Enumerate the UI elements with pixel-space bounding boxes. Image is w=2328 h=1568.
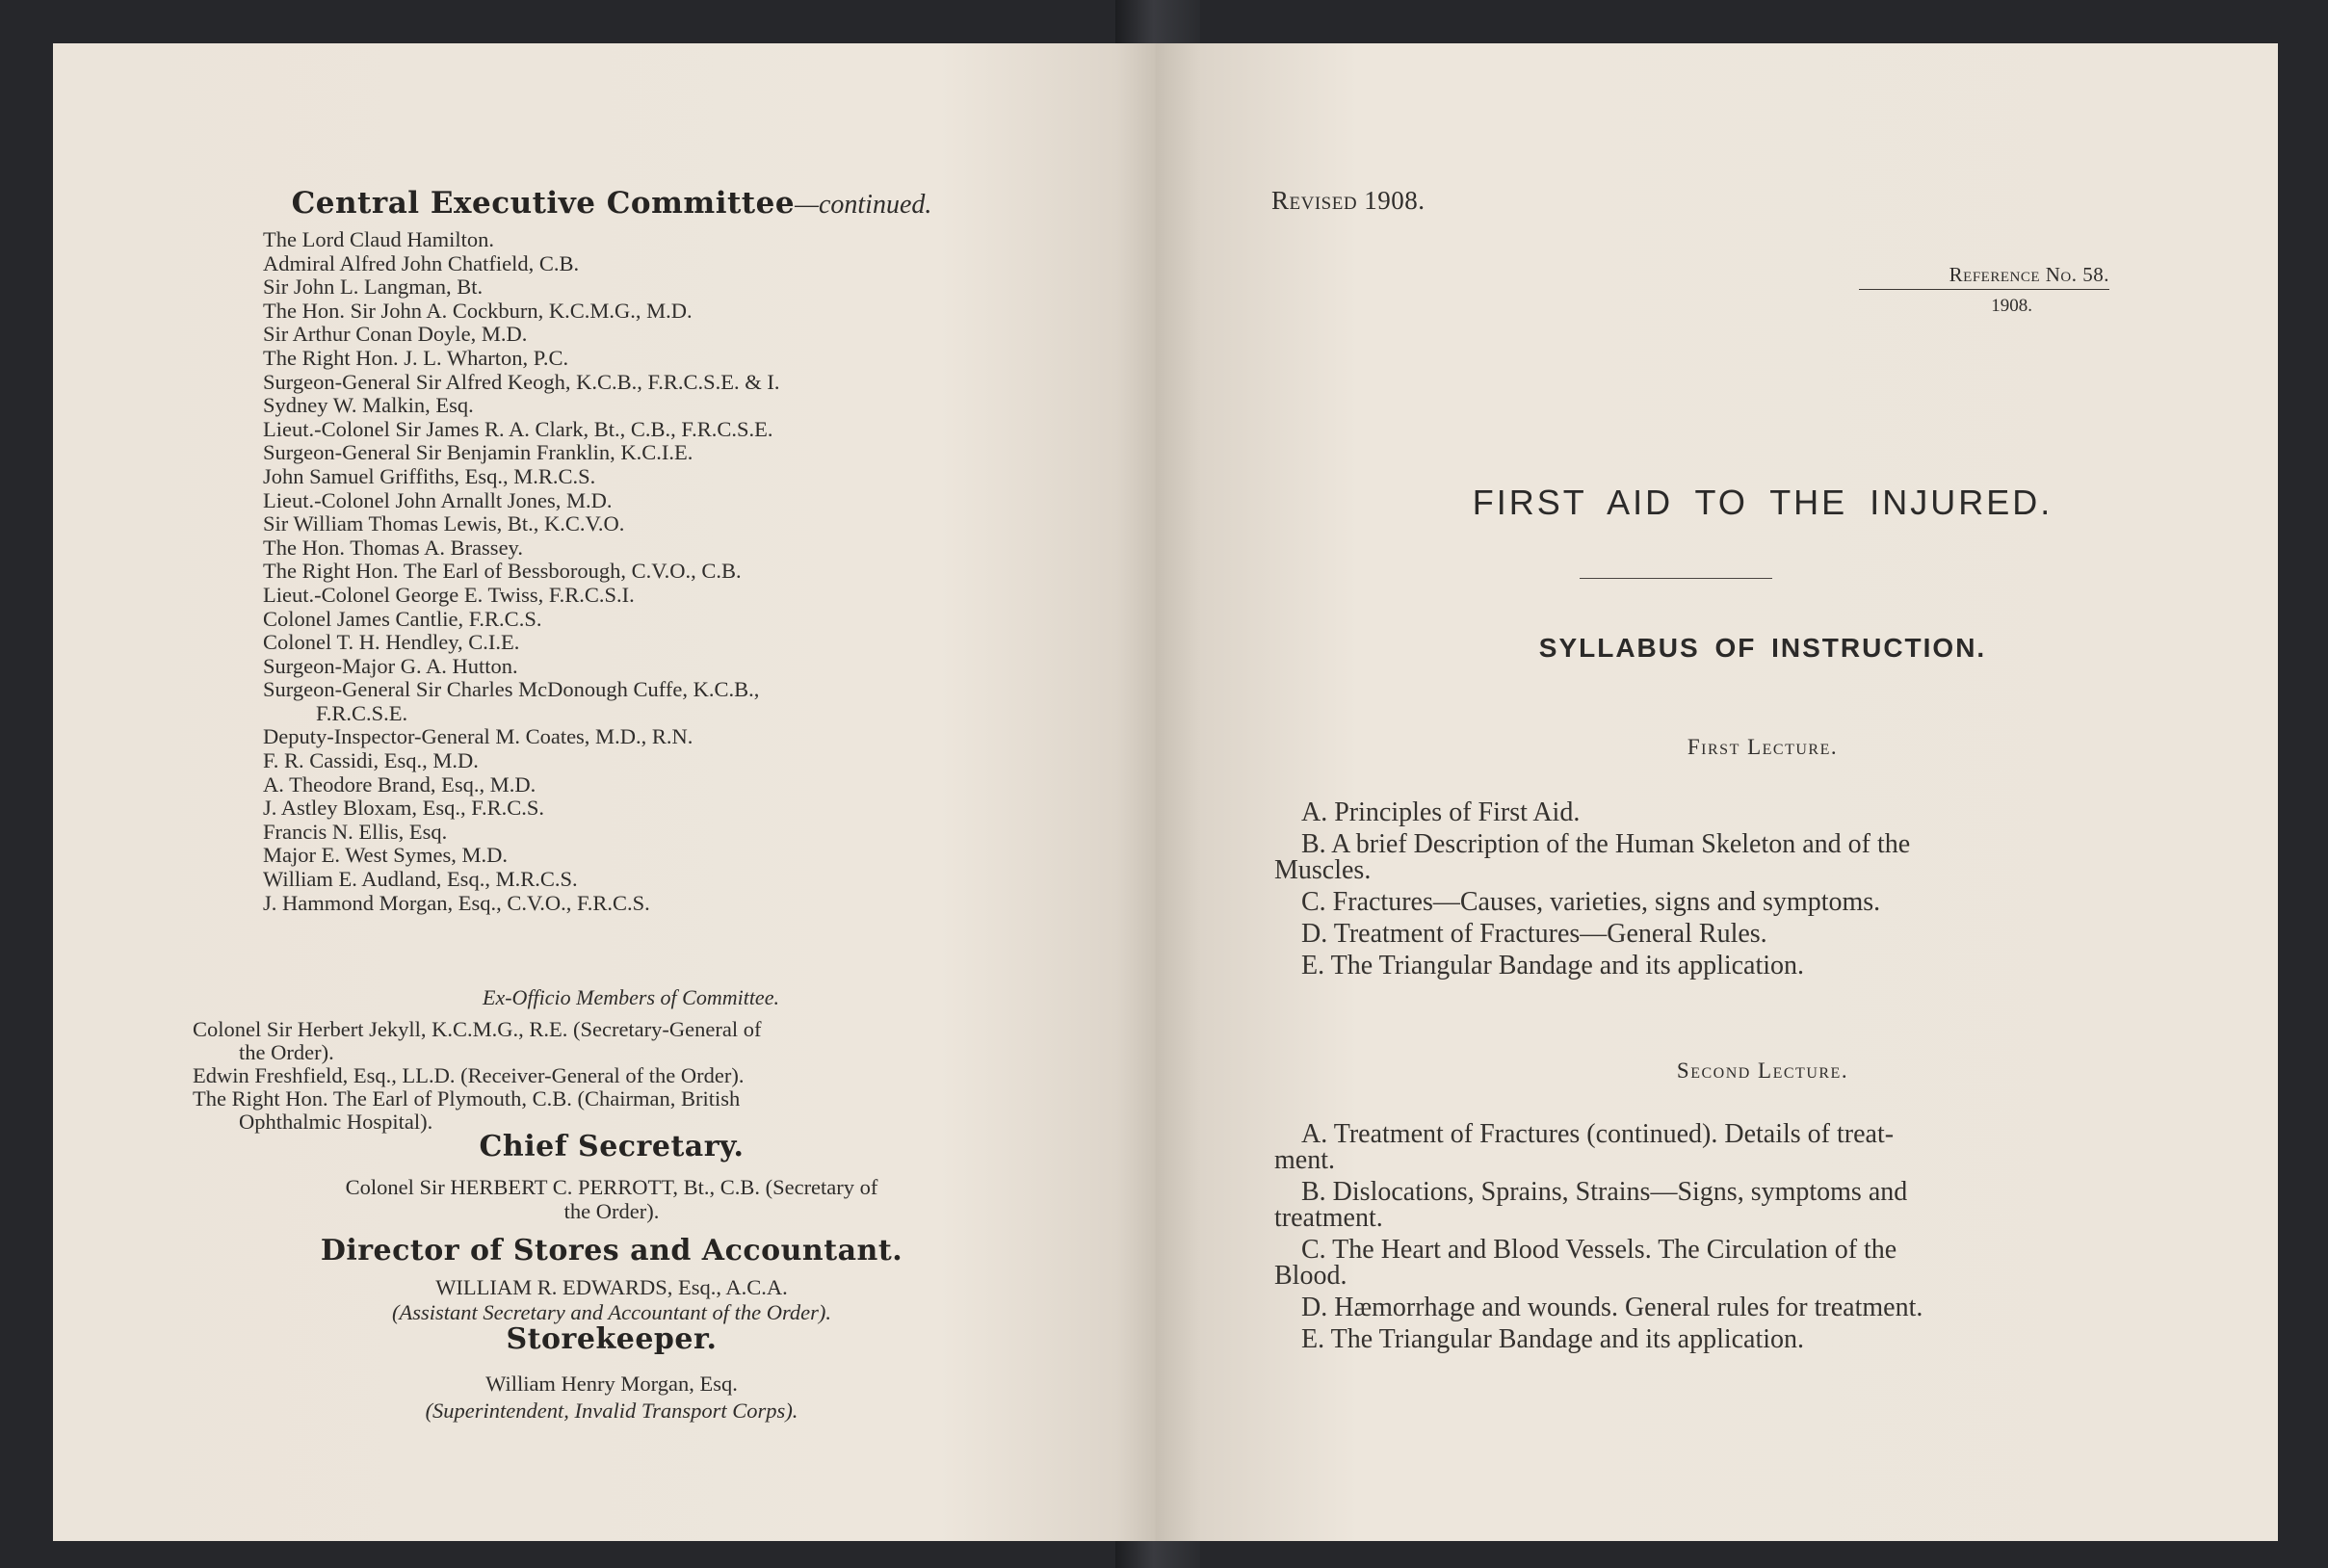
list-item: Deputy-Inspector-General M. Coates, M.D., R.N. <box>263 724 693 749</box>
list-item: Surgeon-General Sir Benjamin Franklin, K.C.I.E. <box>263 440 693 465</box>
list-item: Sydney W. Malkin, Esq. <box>263 393 474 418</box>
list-item: A. Treatment of Fractures (continued). Details of treat- <box>1301 1119 1895 1149</box>
list-item: J. Hammond Morgan, Esq., C.V.O., F.R.C.S. <box>263 890 650 915</box>
list-item: The Right Hon. J. L. Wharton, P.C. <box>263 345 569 370</box>
director-name: WILLIAM R. EDWARDS, Esq., A.C.A. <box>435 1275 788 1299</box>
storekeeper-name: William Henry Morgan, Esq. <box>485 1372 738 1396</box>
list-item-line: The Right Hon. The Earl of Plymouth, C.B. (Chairman, British <box>193 1086 741 1111</box>
list-item: Lieut.-Colonel George E. Twiss, F.R.C.S.I. <box>263 582 635 607</box>
second-lecture-heading: Second Lecture. <box>1676 1058 1849 1083</box>
committee-heading-title: Central Executive Committee <box>291 186 796 221</box>
list-item: The Lord Claud Hamilton. <box>263 227 494 251</box>
list-item: The Right Hon. The Earl of Bessborough, C.V.O., C.B. <box>263 559 742 584</box>
list-item: Colonel James Cantlie, F.R.C.S. <box>263 606 542 631</box>
list-item: F. R. Cassidi, Esq., M.D. <box>263 748 479 773</box>
list-item: Lieut.-Colonel John Arnallt Jones, M.D. <box>263 487 613 512</box>
list-item-continuation: Muscles. <box>1274 855 1372 885</box>
list-item: C. The Heart and Blood Vessels. The Circulation of the <box>1301 1235 1897 1265</box>
divider <box>1580 578 1772 579</box>
committee-heading <box>217 186 1007 221</box>
list-item: Sir William Thomas Lewis, Bt., K.C.V.O. <box>263 511 625 536</box>
committee-heading-suffix: —continued. <box>795 190 932 220</box>
list-item: A. Principles of First Aid. <box>1301 797 1581 827</box>
storekeeper-heading: Storekeeper. <box>506 1322 718 1356</box>
right-page <box>1156 43 2278 1541</box>
list-item: Lieut.-Colonel Sir James R. A. Clark, Bt., C.B., F.R.C.S.E. <box>263 416 773 441</box>
list-item: J. Astley Bloxam, Esq., F.R.C.S. <box>263 796 544 821</box>
list-item: Francis N. Ellis, Esq. <box>263 819 448 844</box>
director-role: (Assistant Secretary and Accountant of the Order). <box>392 1300 831 1324</box>
reference-number: Reference No. 58. <box>1859 263 2109 290</box>
list-item-line: Colonel Sir Herbert Jekyll, K.C.M.G., R.E. (Secretary-General of <box>193 1017 762 1041</box>
director-heading: Director of Stores and Accountant. <box>320 1234 903 1267</box>
first-lecture-list <box>1274 797 2160 981</box>
storekeeper-role: (Superintendent, Invalid Transport Corps). <box>425 1398 798 1423</box>
list-item: Major E. West Symes, M.D. <box>263 843 509 868</box>
second-lecture-list <box>1274 1118 2160 1355</box>
list-item-continuation: Blood. <box>1274 1261 1347 1291</box>
list-item: A. Theodore Brand, Esq., M.D. <box>263 771 536 797</box>
ex-officio-heading: Ex-Officio Members of Committee. <box>483 985 779 1009</box>
list-item: E. The Triangular Bandage and its application. <box>1301 1324 1805 1354</box>
list-item: Sir John L. Langman, Bt. <box>263 274 484 300</box>
list-item-continuation: treatment. <box>1274 1203 1383 1233</box>
list-item: Surgeon-Major G. A. Hutton. <box>263 653 518 678</box>
list-item-continuation: Ophthalmic Hospital). <box>239 1110 433 1134</box>
list-item-continuation: F.R.C.S.E. <box>316 700 408 725</box>
list-item: William E. Audland, Esq., M.R.C.S. <box>263 867 578 892</box>
list-item <box>193 1018 1108 1064</box>
first-lecture-heading: First Lecture. <box>1687 735 1839 759</box>
list-item: The Hon. Sir John A. Cockburn, K.C.M.G., M.D. <box>263 298 693 323</box>
list-item: Surgeon-General Sir Alfred Keogh, K.C.B., F.R.C.S.E. & I. <box>263 369 780 394</box>
chief-secretary-line: Colonel Sir HERBERT C. PERROTT, Bt., C.B. (Secretary of <box>345 1175 878 1199</box>
list-item-continuation: the Order). <box>239 1040 334 1064</box>
list-item: B. A brief Description of the Human Skeleton and of the <box>1301 829 1911 859</box>
list-item-line: Edwin Freshfield, Esq., LL.D. (Receiver-General of the Order). <box>193 1063 745 1087</box>
list-item <box>193 1087 1108 1134</box>
list-item: D. Hæmorrhage and wounds. General rules for treatment. <box>1301 1293 1923 1322</box>
list-item: John Samuel Griffiths, Esq., M.R.C.S. <box>263 463 596 488</box>
list-item: B. Dislocations, Sprains, Strains—Signs, symptoms and <box>1301 1177 1908 1207</box>
revised-label: Revised 1908. <box>1271 186 1426 215</box>
chief-secretary-heading: Chief Secretary. <box>479 1130 745 1163</box>
list-item-continuation: ment. <box>1274 1145 1335 1175</box>
page-title: FIRST AID TO THE INJURED. <box>1472 483 2053 522</box>
ex-officio-list <box>193 1018 1108 1134</box>
committee-member-list <box>263 228 1130 915</box>
list-item: D. Treatment of Fractures—General Rules. <box>1301 919 1767 949</box>
list-item: Sir Arthur Conan Doyle, M.D. <box>263 322 528 347</box>
chief-secretary-continuation: the Order). <box>563 1199 660 1223</box>
list-item: Colonel T. H. Hendley, C.I.E. <box>263 630 520 655</box>
page-subtitle: SYLLABUS OF INSTRUCTION. <box>1538 633 1987 663</box>
list-item: Surgeon-General Sir Charles McDonough Cuffe, K.C.B., <box>263 677 760 702</box>
reference-year: 1908. <box>1991 296 2032 316</box>
list-item: E. The Triangular Bandage and its application. <box>1301 951 1805 980</box>
list-item <box>193 1064 1108 1087</box>
left-page <box>53 43 1161 1541</box>
list-item: The Hon. Thomas A. Brassey. <box>263 535 523 560</box>
list-item: Admiral Alfred John Chatfield, C.B. <box>263 250 580 275</box>
list-item: C. Fractures—Causes, varieties, signs and symptoms. <box>1301 887 1881 917</box>
